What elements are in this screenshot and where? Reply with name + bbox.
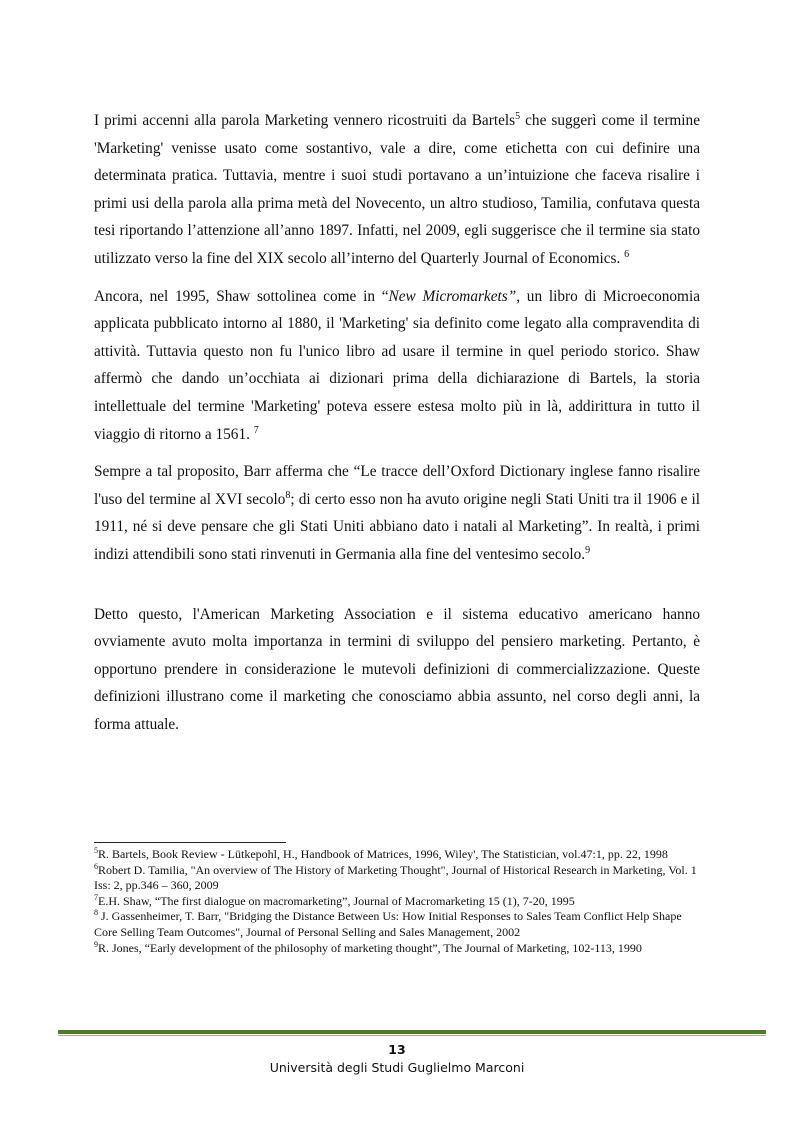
- footer-divider-thin: [58, 1035, 766, 1036]
- footnote-ref[interactable]: 7: [253, 424, 259, 436]
- footnote-number: 9: [94, 939, 98, 949]
- footnote-text: Robert D. Tamilia, "An overview of The History of Marketing Thought", Journal of Historical Research in Marketing, Vol. 1 Iss: 2, pp.346 – 360, 2009: [94, 862, 697, 893]
- footnote-item: [94, 909, 700, 940]
- paragraph-text: Detto questo, l'American Marketing Association e il sistema educativo americano hanno ovviamente avuto molta importanza in termini di sviluppo del pensiero marketing. Pertanto, è opportuno prendere in considerazione le mutevoli definizioni di commercializzazione. Queste definizioni illustrano come il marketing che conosciamo abbia assunto, nel corso degli anni, la forma attuale.: [94, 605, 700, 733]
- book-title: New Micromarkets”,: [388, 287, 521, 305]
- paragraph-text: I primi accenni alla parola Marketing vennero ricostruiti da Bartels: [94, 112, 516, 129]
- footnote-text: J. Gassenheimer, T. Barr, "Bridging the Distance Between Us: How Initial Responses to Sales Team Conflict Help Shape Core Selling Team Outcomes", Journal of Personal Selling and Sales Management, 2002: [94, 909, 682, 939]
- footnote-ref[interactable]: 8: [285, 489, 291, 501]
- paragraph-ama: [94, 601, 700, 739]
- footnote-number: 5: [94, 846, 98, 855]
- paragraph-text: ; di certo esso non ha avuto origine negli Stati Uniti tra il 1906 e il 1911, né si deve pensare che gli Stati Uniti abbiano dato i natali al Marketing”. In realtà, i primi indizi attendibili sono stati rinvenuti in Germania alla fine del ventesimo secolo.: [94, 490, 700, 563]
- footnote-text: E.H. Shaw, “The first dialogue on macromarketing”, Journal of Macromarketing 15 (1), 7-20, 1995: [98, 893, 575, 908]
- paragraph-bartels: [94, 107, 700, 273]
- footnote-item: [94, 863, 700, 894]
- footnote-text: R. Jones, “Early development of the philosophy of marketing thought”, The Journal of Marketing, 102-113, 1990: [98, 940, 642, 955]
- footnote-ref[interactable]: 6: [624, 248, 630, 260]
- page-number: 13: [388, 1042, 406, 1057]
- footnote-item: [94, 847, 700, 863]
- footnote-number: 8: [94, 908, 98, 918]
- university-name: Università degli Studi Guglielmo Marconi: [269, 1060, 525, 1075]
- footnote-ref[interactable]: 5: [515, 110, 521, 122]
- paragraph-shaw: [94, 283, 700, 449]
- footer-divider: [58, 1030, 766, 1034]
- paragraph-text: Ancora, nel 1995, Shaw sottolinea come in “: [94, 287, 389, 305]
- footnote-item: [94, 941, 700, 957]
- paragraph-text: Sempre a tal proposito, Barr afferma che “Le tracce dell’Oxford Dictionary inglese fanno risalire l'uso del termine al XVI secolo: [94, 463, 700, 508]
- paragraph-barr: [94, 458, 700, 568]
- body-text: [94, 107, 700, 738]
- footnotes: [94, 847, 700, 956]
- paragraph-text: un libro di Microeconomia applicata pubblicato intorno al 1880, il 'Marketing' sia definito come legato alla compravendita di attività. Tuttavia questo non fu l'unico libro ad usare il termine in quel periodo storico. Shaw affermò che dando un’occhiata ai dizionari prima della dichiarazione di Bartels, la storia intellettuale del termine 'Marketing' poteva essere estesa molto più in là, addirittura in tutto il viaggio di ritorno a 1561.: [94, 287, 700, 443]
- footnote-separator: [94, 842, 286, 843]
- page-footer: [0, 1041, 794, 1077]
- footnote-item: [94, 894, 700, 910]
- footnote-number: 6: [94, 861, 98, 871]
- footnote-number: 7: [94, 892, 98, 902]
- footnote-ref[interactable]: 9: [585, 544, 591, 556]
- footnote-text: R. Bartels, Book Review - Lütkepohl, H., Handbook of Matrices, 1996, Wiley', The Statistician, vol.47:1, pp. 22, 1998: [98, 847, 668, 861]
- paragraph-text: che suggerì come il termine 'Marketing' venisse usato come sostantivo, vale a dire, come etichetta con cui definire una determinata pratica. Tuttavia, mentre i suoi studi portavano a un’intuizione che faceva risalire i primi usi della parola alla prima metà del Novecento, un altro studioso, Tamilia, confutava questa tesi riportando l’attenzione all’anno 1897. Infatti, nel 2009, egli suggerisce che il termine sia stato utilizzato verso la fine del XIX secolo all’interno del Quarterly Journal of Economics.: [94, 112, 700, 267]
